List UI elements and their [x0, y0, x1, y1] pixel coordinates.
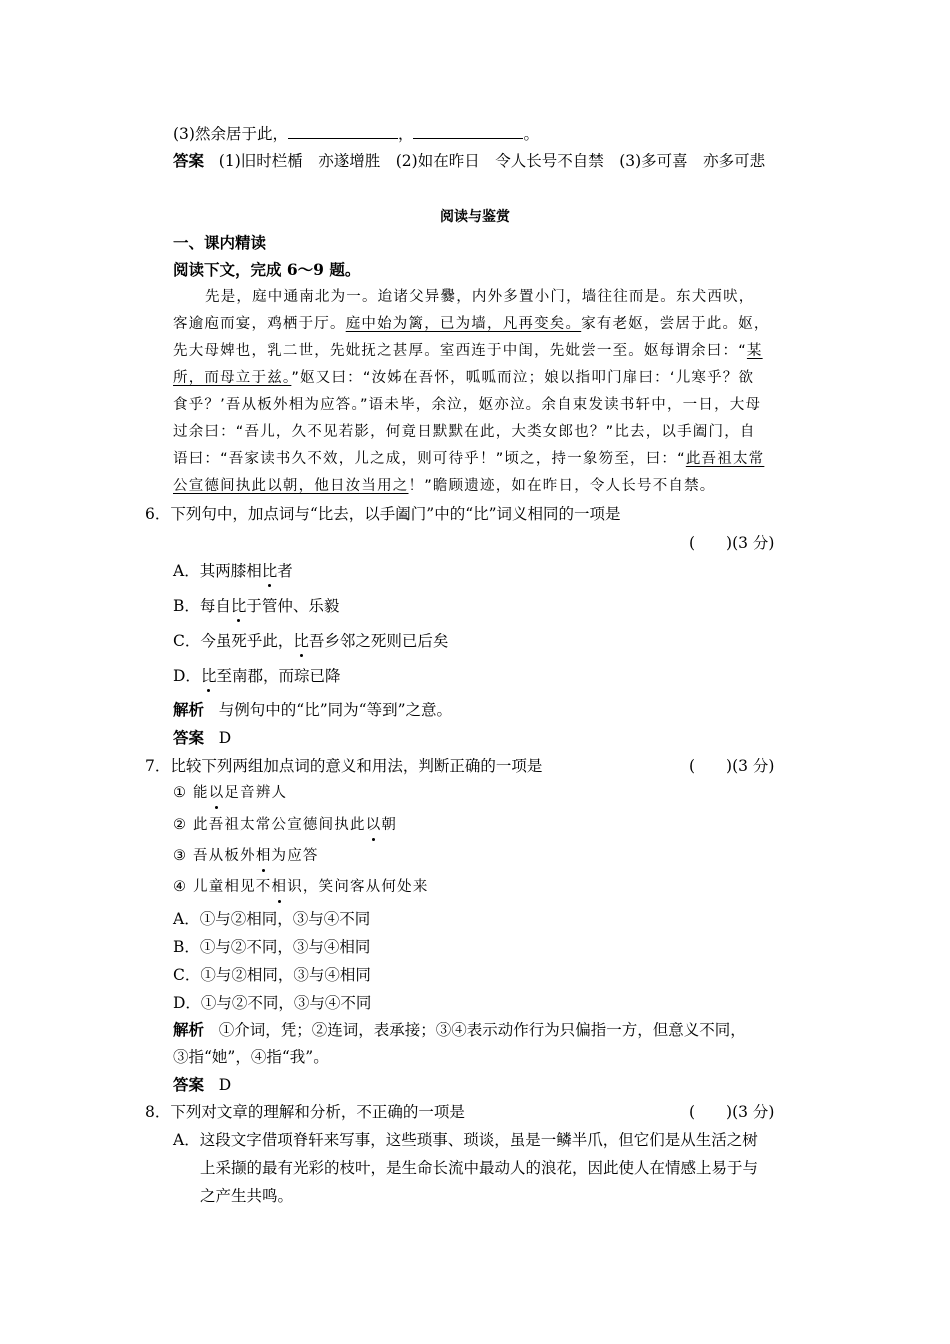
analysis-text: 与例句中的“比”同为“等到”之意。 [218, 701, 452, 719]
question-8-option-a[interactable]: A．这段文字借项脊轩来写事，这些琐事、琐谈，虽是一鳞半爪，但它们是从生活之树 [173, 1131, 758, 1149]
question-7-item-4 [173, 877, 429, 897]
option-text: 至南郡，而琮已降 [216, 667, 341, 685]
passage-text: 先大母婢也，乳二世，先妣抚之甚厚。室西连于中闺，先妣尝一至。妪每谓余曰：“ [173, 343, 747, 359]
passage-line-1: 先是，庭中通南北为一。迨诸父异爨，内外多置小门，墙往往而是。东犬西吠， [205, 289, 755, 305]
answer-blank-1[interactable] [288, 124, 398, 139]
passage-line-4 [173, 368, 754, 388]
analysis-text: ①介词，凭；②连词，表承接；③④表示动作行为只偏指一方，但意义不同， [218, 1021, 746, 1039]
dotted-word: 比 [200, 667, 217, 685]
question-6-option-d[interactable] [173, 666, 340, 686]
dotted-word: 以 [365, 817, 382, 833]
question-6-score: ( )(3 分) [689, 534, 775, 552]
dotted-word: 比 [230, 597, 247, 615]
question-8-stem: 8．下列对文章的理解和分析，不正确的一项是 [145, 1103, 465, 1121]
question-7-option-d[interactable]: D．①与②不同，③与④不同 [173, 994, 372, 1012]
answer-top-line [173, 151, 765, 171]
answer-label: 答案 [173, 151, 205, 170]
question-3-prefix: (3)然余居于此， [173, 125, 288, 143]
answer-label: 答案 [173, 1075, 205, 1094]
question-7-score: ( )(3 分) [689, 757, 775, 775]
underlined-sentence: 庭中始为篱，已为墙，凡再变矣。 [345, 316, 582, 332]
dotted-word: 比 [293, 632, 309, 650]
answer-value: D [218, 1076, 232, 1094]
passage-line-8 [173, 476, 716, 496]
question-3-separator: ， [397, 125, 414, 143]
underlined-sentence: 公宣德间执此以朝，他日汝当用之 [173, 478, 409, 494]
option-text: D． [173, 667, 201, 685]
passage-text: ！”瞻顾遗迹，如在昨日，令人长号不自禁。 [408, 478, 716, 494]
item-text: 识，笑问客从何处来 [287, 879, 429, 895]
instruction: 阅读下文，完成 6～9 题。 [173, 260, 361, 279]
question-7-option-c[interactable]: C．①与②相同，③与④相同 [173, 966, 371, 984]
passage-line-2 [173, 314, 770, 334]
option-text: 吾乡邻之死则已后矣 [308, 632, 449, 650]
item-text: 朝 [381, 817, 398, 833]
passage-line-3 [173, 341, 763, 361]
underlined-sentence: 某 [746, 343, 763, 359]
passage-line-7 [173, 449, 764, 469]
analysis-label: 解析 [173, 700, 205, 719]
option-text: 于管仲、乐毅 [246, 597, 340, 615]
question-6-option-c[interactable] [173, 631, 448, 651]
option-text: B．每自 [173, 597, 231, 615]
passage-text: ”妪又曰：“汝姊在吾怀，呱呱而泣；娘以指叩门扉曰：‘儿寒乎？欲 [291, 370, 755, 386]
item-text: ③ 吾从板外 [173, 848, 256, 864]
question-7-item-2 [173, 815, 397, 835]
question-6-option-a[interactable] [173, 561, 293, 581]
question-6-answer [173, 728, 231, 748]
passage-line-5: 食乎？’吾从板外相为应答。”语未毕，余泣，妪亦泣。余自束发读书轩中，一日，大母 [173, 397, 762, 413]
question-8-option-a-line-2: 上采撷的最有光彩的枝叶，是生命长流中最动人的浪花，因此使人在情感上易于与 [200, 1159, 759, 1177]
question-6-stem: 6．下列句中，加点词与“比去，以手阖门”中的“比”词义相同的一项是 [145, 505, 621, 523]
question-3-end: 。 [523, 125, 539, 143]
question-8-score: ( )(3 分) [689, 1103, 775, 1121]
part-heading: 一、课内精读 [173, 233, 267, 252]
passage-text: 家有老妪，尝居于此。妪， [581, 316, 770, 332]
item-text: ② 此吾祖太常公宣德间执此 [173, 817, 366, 833]
question-7-option-a[interactable]: A．①与②相同，③与④不同 [173, 910, 371, 928]
question-7-option-b[interactable]: B．①与②不同，③与④相同 [173, 938, 371, 956]
item-text: 为应答 [271, 848, 319, 864]
question-7-analysis [173, 1020, 746, 1040]
option-text: C．今虽死乎此， [173, 632, 294, 650]
question-7-answer [173, 1075, 231, 1095]
question-7-item-1 [173, 783, 287, 803]
question-7-stem: 7．比较下列两组加点词的意义和用法，判断正确的一项是 [145, 757, 543, 775]
question-8-option-a-line-3: 之产生共鸣。 [200, 1187, 294, 1205]
dotted-word: 相 [271, 879, 288, 895]
passage-text: 客逾庖而宴，鸡栖于厅。 [173, 316, 346, 332]
question-6-option-b[interactable] [173, 596, 339, 616]
question-3-line [173, 124, 539, 144]
dotted-word: 以 [208, 785, 225, 801]
section-title: 阅读与鉴赏 [440, 209, 510, 225]
option-text: A．其两膝相 [173, 562, 262, 580]
question-7-item-3 [173, 846, 319, 866]
answer-text: (1)旧时栏楯 亦遂增胜 (2)如在昨日 令人长号不自禁 (3)多可喜 亦多可悲 [218, 152, 766, 170]
question-6-analysis [173, 700, 452, 720]
option-text: 者 [277, 562, 293, 580]
underlined-sentence: 所，而母立于兹。 [173, 370, 292, 386]
question-7-analysis-cont: ③指“她”，④指“我”。 [173, 1048, 329, 1066]
dotted-word: 比 [261, 562, 278, 580]
answer-blank-2[interactable] [413, 124, 523, 139]
passage-line-6: 过余曰：“吾儿，久不见若影，何竟日默默在此，大类女郎也？”比去，以手阖门，自 [173, 424, 756, 440]
underlined-sentence: 此吾祖太常 [685, 451, 765, 467]
item-text: ① 能 [173, 785, 209, 801]
item-text: 足音辨人 [224, 785, 288, 801]
passage-text: 语曰：“吾家读书久不效，儿之成，则可待乎！”顷之，持一象笏至，曰：“ [173, 451, 686, 467]
analysis-label: 解析 [173, 1020, 205, 1039]
dotted-word: 相 [255, 848, 272, 864]
item-text: ④ 儿童相见不 [173, 879, 272, 895]
answer-value: D [218, 729, 232, 747]
answer-label: 答案 [173, 728, 205, 747]
